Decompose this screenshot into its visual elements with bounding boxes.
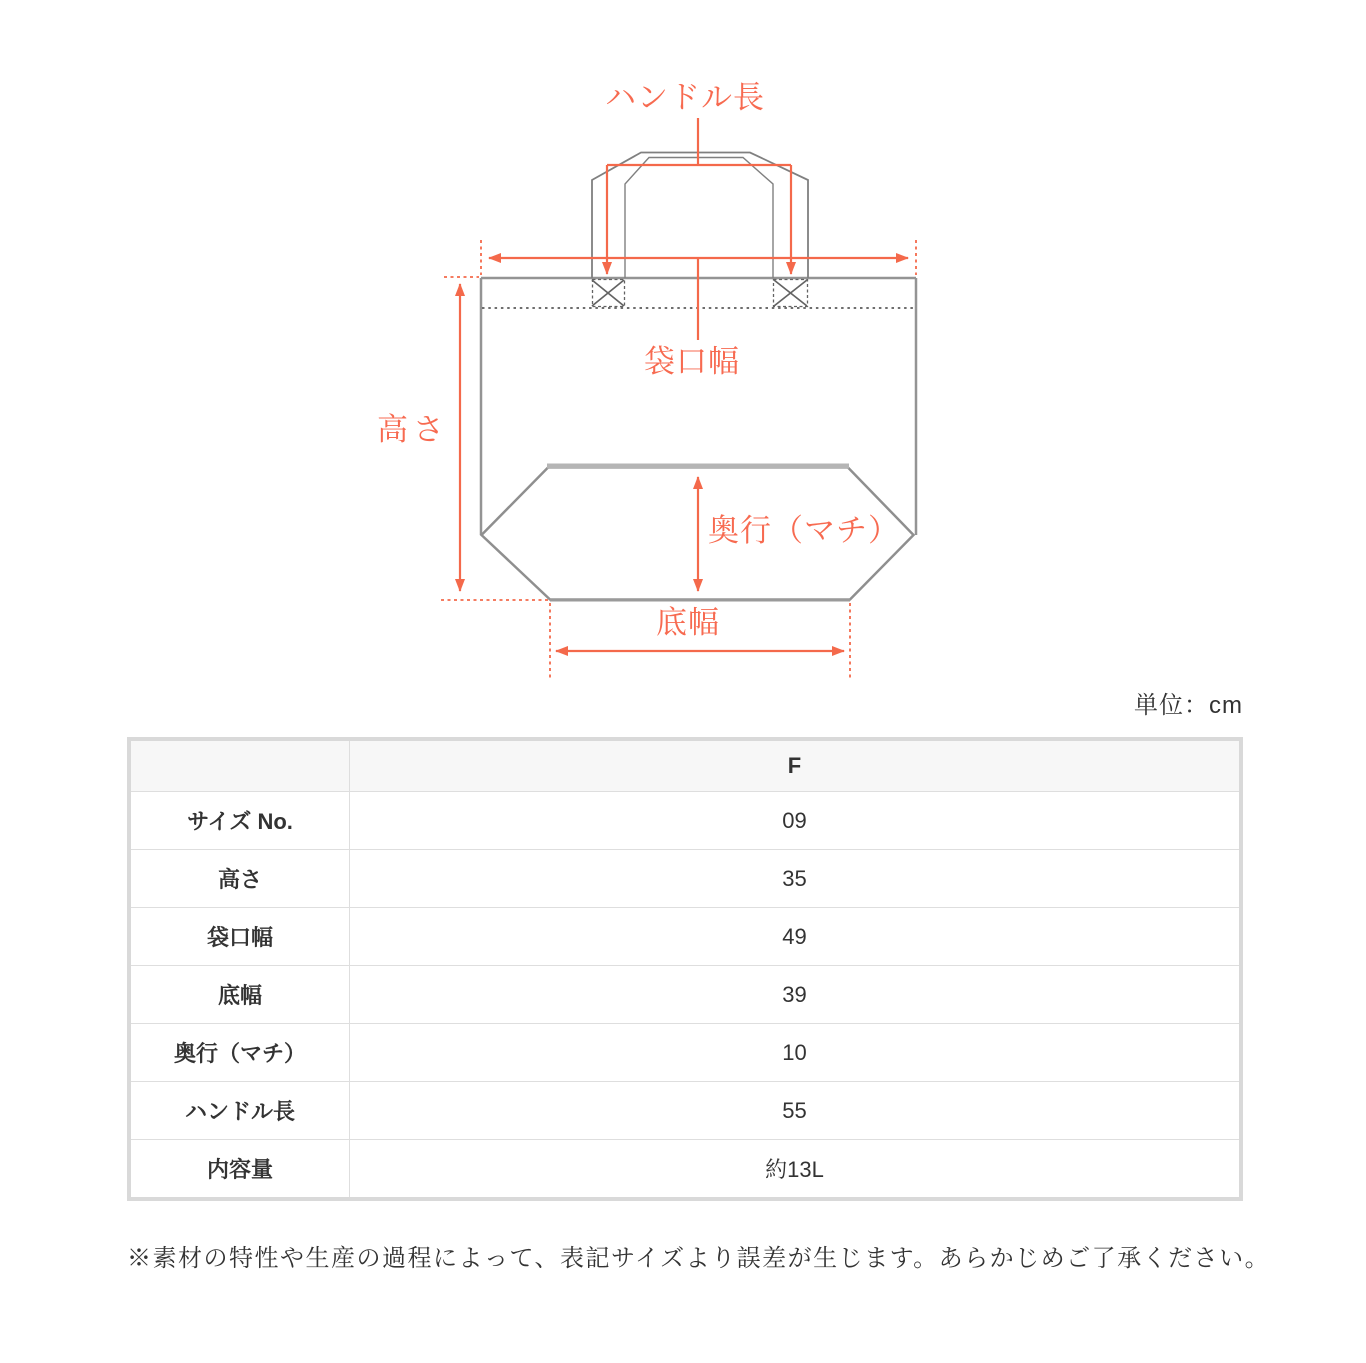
table-header-row xyxy=(129,739,1241,792)
table-column-header: F xyxy=(350,739,1242,792)
depth-label: 奥行（マチ） xyxy=(708,513,900,548)
row-value: 55 xyxy=(350,1082,1242,1140)
row-value: 約13L xyxy=(350,1140,1242,1200)
table-row-handle-length xyxy=(129,1082,1241,1140)
table-row-bottom-width xyxy=(129,966,1241,1024)
row-label: 奥行（マチ） xyxy=(129,1024,350,1082)
row-label: 内容量 xyxy=(129,1140,350,1200)
row-label: 高さ xyxy=(129,850,350,908)
handle-outline xyxy=(592,153,808,279)
disclaimer-footnote: ※素材の特性や生産の過程によって、表記サイズより誤差が生じます。あらかじめご了承ください。 xyxy=(127,1245,1271,1272)
handle-attachment-boxes xyxy=(592,280,808,307)
size-table xyxy=(127,737,1243,1201)
bag-outline xyxy=(481,278,916,535)
handle-length-label: ハンドル長 xyxy=(605,80,765,115)
row-value: 39 xyxy=(350,966,1242,1024)
height-label: 高さ xyxy=(377,412,449,447)
row-label: 底幅 xyxy=(129,966,350,1024)
table-corner-cell xyxy=(129,739,350,792)
unit-note: 単位：cm xyxy=(1134,692,1243,719)
opening-width-label: 袋口幅 xyxy=(644,344,740,379)
bottom-width-label: 底幅 xyxy=(656,605,720,640)
table-row-size-no xyxy=(129,792,1241,850)
row-label: 袋口幅 xyxy=(129,908,350,966)
row-value: 09 xyxy=(350,792,1242,850)
row-value: 35 xyxy=(350,850,1242,908)
table-row-height xyxy=(129,850,1241,908)
table-row-capacity xyxy=(129,1140,1241,1200)
row-label: サイズ No. xyxy=(129,792,350,850)
table-row-depth xyxy=(129,1024,1241,1082)
table-row-opening-width xyxy=(129,908,1241,966)
dimension-lines xyxy=(441,118,916,678)
row-value: 49 xyxy=(350,908,1242,966)
row-label: ハンドル長 xyxy=(129,1082,350,1140)
row-value: 10 xyxy=(350,1024,1242,1082)
